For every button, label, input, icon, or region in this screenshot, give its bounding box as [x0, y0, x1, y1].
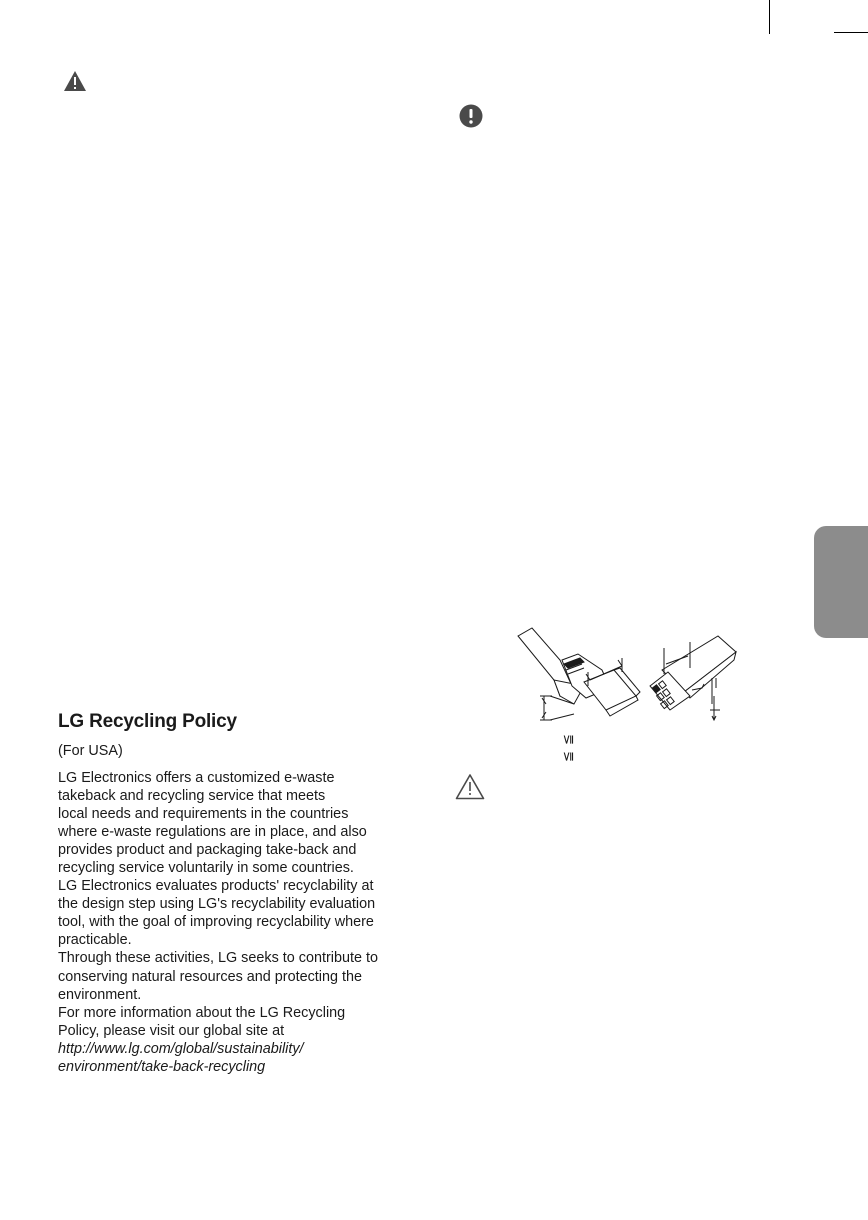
- crop-mark-right: [834, 32, 868, 33]
- paragraph-line: tool, with the goal of improving recyclability where: [58, 914, 374, 931]
- region-label: (For USA): [58, 743, 123, 759]
- paragraph-line: conserving natural resources and protecting the: [58, 968, 362, 985]
- paragraph-line: local needs and requirements in the countries: [58, 806, 349, 823]
- hdmi-connector-illustration: [518, 628, 640, 720]
- warning-icon: [63, 70, 87, 92]
- paragraph-line: takeback and recycling service that meets: [58, 788, 326, 805]
- recycling-paragraph: [58, 769, 418, 1076]
- dimension-symbol: ≦: [559, 734, 575, 745]
- paragraph-line: the design step using LG's recyclability evaluation: [58, 896, 376, 913]
- paragraph-line: recycling service voluntarily in some countries.: [58, 860, 354, 877]
- dimension-symbol: ≦: [559, 751, 575, 762]
- recycling-link[interactable]: environment/take-back-recycling: [58, 1058, 266, 1075]
- note-icon: [459, 104, 483, 128]
- caution-icon: [455, 773, 485, 800]
- paragraph-line: LG Electronics offers a customized e-waste: [58, 770, 335, 786]
- paragraph-line: environment.: [58, 986, 142, 1003]
- side-tab: [814, 526, 868, 638]
- section-title: LG Recycling Policy: [58, 711, 237, 732]
- connector-diagram: [514, 624, 744, 734]
- usb-connector-illustration: [650, 636, 736, 720]
- paragraph-line: practicable.: [58, 932, 132, 949]
- paragraph-line: For more information about the LG Recycling: [58, 1004, 346, 1021]
- paragraph-line: where e-waste regulations are in place, and also: [58, 824, 367, 841]
- paragraph-line: Through these activities, LG seeks to contribute to: [58, 950, 378, 967]
- paragraph-line: LG Electronics evaluates products' recyclability at: [58, 878, 374, 895]
- crop-mark-top: [769, 0, 770, 34]
- recycling-link[interactable]: http://www.lg.com/global/sustainability/: [58, 1040, 304, 1057]
- paragraph-line: provides product and packaging take-back and: [58, 842, 357, 859]
- paragraph-line: Policy, please visit our global site at: [58, 1022, 285, 1039]
